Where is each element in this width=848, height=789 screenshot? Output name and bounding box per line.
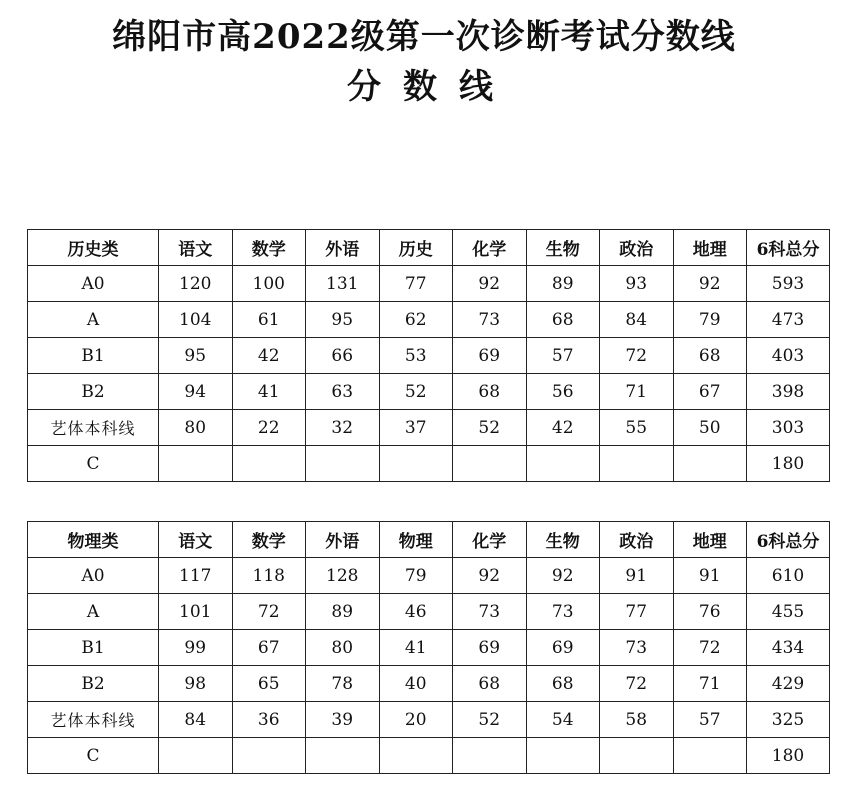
column-header-cell: 6科总分 (747, 230, 830, 266)
table-row (28, 302, 830, 338)
score-cell: 58 (600, 702, 674, 738)
score-cell: 55 (600, 410, 674, 446)
score-cell: 57 (526, 338, 600, 374)
score-cell: 131 (306, 266, 380, 302)
score-cell: 57 (673, 702, 747, 738)
score-cell: 50 (673, 410, 747, 446)
physics-score-table (27, 521, 830, 774)
score-cell: 303 (747, 410, 830, 446)
score-cell: 67 (232, 630, 306, 666)
score-cell: 92 (673, 266, 747, 302)
score-cell: 63 (306, 374, 380, 410)
score-cell: 73 (526, 594, 600, 630)
row-label-cell: A (28, 594, 159, 630)
score-cell: 104 (159, 302, 233, 338)
score-cell (159, 446, 233, 482)
score-cell: 40 (379, 666, 453, 702)
score-cell: 71 (673, 666, 747, 702)
column-header-cell: 政治 (600, 522, 674, 558)
column-header-cell: 语文 (159, 522, 233, 558)
score-cell: 73 (453, 594, 527, 630)
score-cell: 473 (747, 302, 830, 338)
score-cell: 99 (159, 630, 233, 666)
page-title: 绵阳市高2022级第一次诊断考试分数线 (112, 17, 736, 57)
row-label-cell: B2 (28, 374, 159, 410)
score-cell: 41 (379, 630, 453, 666)
score-cell: 68 (453, 666, 527, 702)
score-cell: 22 (232, 410, 306, 446)
score-cell: 593 (747, 266, 830, 302)
table-row (28, 374, 830, 410)
score-cell: 68 (453, 374, 527, 410)
score-cell (159, 738, 233, 774)
table-row (28, 338, 830, 374)
score-cell: 91 (673, 558, 747, 594)
score-cell (379, 738, 453, 774)
score-cell: 68 (673, 338, 747, 374)
score-cell: 128 (306, 558, 380, 594)
score-cell: 76 (673, 594, 747, 630)
score-cell: 117 (159, 558, 233, 594)
score-cell: 610 (747, 558, 830, 594)
category-header-cell: 历史类 (28, 230, 159, 266)
score-cell: 69 (526, 630, 600, 666)
score-cell: 84 (600, 302, 674, 338)
score-cell: 62 (379, 302, 453, 338)
score-cell: 100 (232, 266, 306, 302)
table-row (28, 666, 830, 702)
score-cell (453, 446, 527, 482)
row-label-cell: A0 (28, 558, 159, 594)
column-header-cell: 历史 (379, 230, 453, 266)
table-row (28, 630, 830, 666)
score-cell: 68 (526, 666, 600, 702)
score-cell (232, 446, 306, 482)
score-cell: 72 (600, 666, 674, 702)
score-cell (600, 446, 674, 482)
score-cell: 434 (747, 630, 830, 666)
row-label-cell: B1 (28, 338, 159, 374)
score-cell: 79 (673, 302, 747, 338)
score-cell: 37 (379, 410, 453, 446)
column-header-cell: 数学 (232, 230, 306, 266)
score-cell: 71 (600, 374, 674, 410)
score-cell (673, 738, 747, 774)
table-row (28, 410, 830, 446)
table-row (28, 594, 830, 630)
score-cell (526, 446, 600, 482)
score-cell: 56 (526, 374, 600, 410)
score-cell: 65 (232, 666, 306, 702)
score-cell: 72 (600, 338, 674, 374)
row-label-cell: B2 (28, 666, 159, 702)
score-cell: 98 (159, 666, 233, 702)
score-cell (232, 738, 306, 774)
table-row (28, 558, 830, 594)
score-cell: 429 (747, 666, 830, 702)
score-cell: 92 (453, 266, 527, 302)
score-cell: 94 (159, 374, 233, 410)
score-cell: 72 (673, 630, 747, 666)
column-header-cell: 化学 (453, 522, 527, 558)
score-cell: 77 (600, 594, 674, 630)
score-cell (526, 738, 600, 774)
table-row (28, 266, 830, 302)
column-header-cell: 语文 (159, 230, 233, 266)
column-header-cell: 化学 (453, 230, 527, 266)
score-cell (306, 446, 380, 482)
column-header-cell: 物理 (379, 522, 453, 558)
score-cell: 73 (600, 630, 674, 666)
score-cell: 20 (379, 702, 453, 738)
score-cell: 403 (747, 338, 830, 374)
score-cell: 80 (159, 410, 233, 446)
column-header-cell: 地理 (673, 230, 747, 266)
score-cell: 42 (526, 410, 600, 446)
score-cell: 68 (526, 302, 600, 338)
column-header-cell: 6科总分 (747, 522, 830, 558)
history-score-table (27, 229, 830, 482)
score-cell: 32 (306, 410, 380, 446)
table-row (28, 738, 830, 774)
score-cell: 89 (526, 266, 600, 302)
page-subtitle: 分数线 (347, 67, 515, 107)
score-cell: 39 (306, 702, 380, 738)
table-header-row (28, 522, 830, 558)
score-cell: 72 (232, 594, 306, 630)
score-cell (306, 738, 380, 774)
column-header-cell: 生物 (526, 522, 600, 558)
score-cell: 80 (306, 630, 380, 666)
score-cell: 61 (232, 302, 306, 338)
score-cell: 84 (159, 702, 233, 738)
column-header-cell: 外语 (306, 522, 380, 558)
score-cell: 36 (232, 702, 306, 738)
row-label-cell: 艺体本科线 (28, 702, 159, 738)
score-cell (453, 738, 527, 774)
score-cell: 73 (453, 302, 527, 338)
score-cell: 95 (306, 302, 380, 338)
row-label-cell: 艺体本科线 (28, 410, 159, 446)
score-cell (673, 446, 747, 482)
column-header-cell: 政治 (600, 230, 674, 266)
score-cell: 92 (526, 558, 600, 594)
table-row (28, 446, 830, 482)
score-cell: 77 (379, 266, 453, 302)
score-cell: 78 (306, 666, 380, 702)
score-cell: 79 (379, 558, 453, 594)
score-cell: 180 (747, 738, 830, 774)
column-header-cell: 地理 (673, 522, 747, 558)
score-cell: 46 (379, 594, 453, 630)
score-cell: 53 (379, 338, 453, 374)
score-cell: 66 (306, 338, 380, 374)
score-cell (600, 738, 674, 774)
score-cell: 95 (159, 338, 233, 374)
score-cell: 101 (159, 594, 233, 630)
score-cell (379, 446, 453, 482)
score-cell: 93 (600, 266, 674, 302)
score-cell: 52 (379, 374, 453, 410)
row-label-cell: A0 (28, 266, 159, 302)
score-cell: 120 (159, 266, 233, 302)
score-cell: 52 (453, 410, 527, 446)
column-header-cell: 外语 (306, 230, 380, 266)
score-cell: 118 (232, 558, 306, 594)
score-cell: 180 (747, 446, 830, 482)
row-label-cell: C (28, 446, 159, 482)
score-cell: 69 (453, 630, 527, 666)
score-cell: 41 (232, 374, 306, 410)
row-label-cell: A (28, 302, 159, 338)
score-cell: 54 (526, 702, 600, 738)
score-cell: 67 (673, 374, 747, 410)
column-header-cell: 数学 (232, 522, 306, 558)
score-cell: 325 (747, 702, 830, 738)
score-cell: 455 (747, 594, 830, 630)
score-cell: 91 (600, 558, 674, 594)
score-cell: 42 (232, 338, 306, 374)
column-header-cell: 生物 (526, 230, 600, 266)
score-cell: 398 (747, 374, 830, 410)
category-header-cell: 物理类 (28, 522, 159, 558)
score-cell: 92 (453, 558, 527, 594)
table-header-row (28, 230, 830, 266)
score-cell: 69 (453, 338, 527, 374)
row-label-cell: B1 (28, 630, 159, 666)
table-row (28, 702, 830, 738)
score-cell: 89 (306, 594, 380, 630)
row-label-cell: C (28, 738, 159, 774)
score-cell: 52 (453, 702, 527, 738)
